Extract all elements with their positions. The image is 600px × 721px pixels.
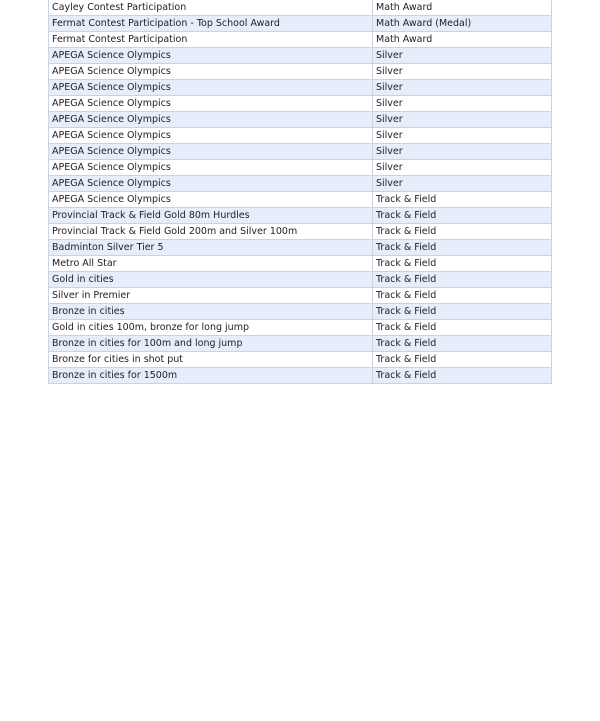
award-cell: APEGA Science Olympics [49, 80, 373, 96]
category-cell: Silver [373, 112, 552, 128]
award-cell: Silver in Premier [49, 288, 373, 304]
table-row [49, 0, 552, 16]
award-cell: APEGA Science Olympics [49, 48, 373, 64]
table-row [49, 352, 552, 368]
award-cell: APEGA Science Olympics [49, 176, 373, 192]
table-row [49, 64, 552, 80]
table-row [49, 96, 552, 112]
award-cell: APEGA Science Olympics [49, 112, 373, 128]
table-row [49, 240, 552, 256]
award-cell: Bronze in cities [49, 304, 373, 320]
table-row [49, 320, 552, 336]
award-cell: Cayley Contest Participation [49, 0, 373, 16]
table-row [49, 80, 552, 96]
award-cell: Provincial Track & Field Gold 80m Hurdles [49, 208, 373, 224]
table-row [49, 224, 552, 240]
award-cell: Gold in cities [49, 272, 373, 288]
category-cell: Track & Field [373, 352, 552, 368]
category-cell: Silver [373, 128, 552, 144]
table-row [49, 16, 552, 32]
table-row [49, 272, 552, 288]
category-cell: Silver [373, 48, 552, 64]
award-cell: APEGA Science Olympics [49, 160, 373, 176]
category-cell: Silver [373, 160, 552, 176]
award-cell: APEGA Science Olympics [49, 96, 373, 112]
table-row [49, 32, 552, 48]
category-cell: Track & Field [373, 320, 552, 336]
table-row [49, 160, 552, 176]
table-row [49, 288, 552, 304]
category-cell: Math Award (Medal) [373, 16, 552, 32]
category-cell: Track & Field [373, 256, 552, 272]
award-cell: APEGA Science Olympics [49, 192, 373, 208]
category-cell: Track & Field [373, 288, 552, 304]
category-cell: Math Award [373, 0, 552, 16]
award-cell: APEGA Science Olympics [49, 144, 373, 160]
award-cell: Bronze for cities in shot put [49, 352, 373, 368]
award-cell: Fermat Contest Participation [49, 32, 373, 48]
awards-table-body [49, 0, 552, 384]
award-cell: Fermat Contest Participation - Top School Award [49, 16, 373, 32]
category-cell: Silver [373, 80, 552, 96]
category-cell: Track & Field [373, 208, 552, 224]
award-cell: Bronze in cities for 100m and long jump [49, 336, 373, 352]
category-cell: Track & Field [373, 240, 552, 256]
table-row [49, 112, 552, 128]
category-cell: Track & Field [373, 368, 552, 384]
award-cell: Provincial Track & Field Gold 200m and Silver 100m [49, 224, 373, 240]
category-cell: Track & Field [373, 224, 552, 240]
table-row [49, 144, 552, 160]
category-cell: Silver [373, 176, 552, 192]
table-row [49, 128, 552, 144]
category-cell: Track & Field [373, 336, 552, 352]
award-cell: APEGA Science Olympics [49, 128, 373, 144]
awards-table [48, 0, 552, 384]
table-row [49, 176, 552, 192]
category-cell: Track & Field [373, 192, 552, 208]
category-cell: Track & Field [373, 272, 552, 288]
table-row [49, 256, 552, 272]
category-cell: Track & Field [373, 304, 552, 320]
category-cell: Silver [373, 144, 552, 160]
award-cell: APEGA Science Olympics [49, 64, 373, 80]
category-cell: Silver [373, 64, 552, 80]
table-row [49, 48, 552, 64]
table-row [49, 208, 552, 224]
award-cell: Metro All Star [49, 256, 373, 272]
table-row [49, 336, 552, 352]
award-cell: Badminton Silver Tier 5 [49, 240, 373, 256]
table-row [49, 192, 552, 208]
category-cell: Math Award [373, 32, 552, 48]
award-cell: Bronze in cities for 1500m [49, 368, 373, 384]
award-cell: Gold in cities 100m, bronze for long jump [49, 320, 373, 336]
category-cell: Silver [373, 96, 552, 112]
table-row [49, 304, 552, 320]
table-row [49, 368, 552, 384]
